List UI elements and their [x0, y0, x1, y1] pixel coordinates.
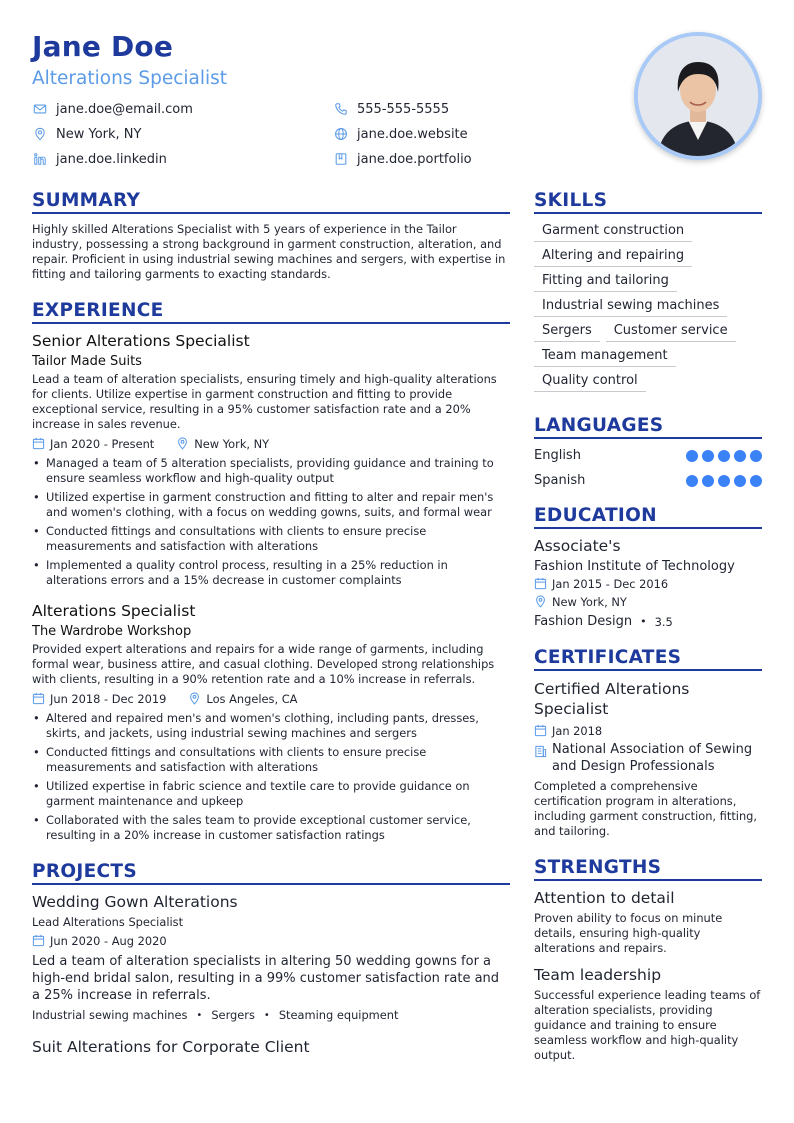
job-company: Tailor Made Suits — [32, 354, 142, 369]
job-dates: Jan 2020 - Present — [50, 437, 155, 451]
project-description: Led a team of alteration specialists in altering 50 wedding gowns for a high-end bridal salon, resulting in a 99% customer satisfaction rate and a 25% increase in referrals. — [32, 954, 500, 1003]
location-pin-icon — [534, 595, 548, 609]
calendar-icon — [534, 724, 548, 738]
level-dot — [718, 450, 730, 462]
education-degree: Associate's — [534, 537, 621, 555]
education-separator: • — [640, 615, 647, 628]
strength-description: Successful experience leading teams of alteration specialists, providing guidance and training to ensure seamless workflow and high-quality output. — [534, 988, 761, 1062]
job-title: Alterations Specialist — [32, 602, 196, 620]
job-entry — [32, 602, 510, 843]
summary-text: Highly skilled Alterations Specialist with 5 years of experience in the Tailor industry, possessing a strong background in garment construction, alteration, and repair. Proficient in using industrial sewing machines and sergers, with expertise in fitting and tailoring garments to exacting standards. — [32, 222, 506, 281]
strength-title: Attention to detail — [534, 889, 675, 907]
strength-description: Proven ability to focus on minute details, ensuring high-quality alterations and repairs. — [534, 911, 723, 955]
right-column — [534, 190, 762, 1063]
phone-text: 555-555-5555 — [357, 101, 450, 117]
level-dot — [702, 475, 714, 487]
job-bullet: • Utilized expertise in garment construction and fitting to alter and repair men's and women's clothing, with a focus on wedding gowns, suits, and formal wear — [32, 490, 510, 520]
experience-heading: EXPERIENCE — [32, 300, 510, 324]
profile-photo — [634, 32, 762, 160]
level-dot — [734, 475, 746, 487]
skill-tag: Altering and repairing — [534, 247, 692, 267]
certificate-entry — [534, 679, 762, 839]
level-dot — [718, 475, 730, 487]
certificate-description: Completed a comprehensive certification program in alterations, including garment construction, fitting, and tailoring. — [534, 779, 758, 838]
level-dot — [750, 450, 762, 462]
bookmark-icon — [333, 151, 349, 167]
job-bullet: • Collaborated with the sales team to provide exceptional customer service, resulting in a 20% increase in customer satisfaction ratings — [32, 813, 510, 843]
job-meta — [32, 436, 510, 452]
skill-tag: Quality control — [534, 372, 646, 392]
skills-list — [534, 222, 762, 397]
contact-email[interactable] — [32, 101, 193, 117]
level-dot — [750, 475, 762, 487]
education-school: Fashion Institute of Technology — [534, 559, 735, 574]
linkedin-icon — [32, 151, 48, 167]
skill-tag: Industrial sewing machines — [534, 297, 727, 317]
contact-portfolio[interactable] — [333, 151, 472, 167]
skill-tag: Garment construction — [534, 222, 692, 242]
education-entry — [534, 537, 762, 629]
job-bullet: • Conducted fittings and consultations with clients to ensure precise measurements and satisfaction with alterations — [32, 524, 510, 554]
strength-entry — [534, 889, 762, 956]
strength-title: Team leadership — [534, 966, 662, 984]
job-description: Lead a team of alteration specialists, ensuring timely and high-quality alterations for clients. Utilize expertise in garment construction and fitting to provide exceptional service, resulting in a 95% customer satisfaction rate and a 20% increase in sales revenue. — [32, 372, 497, 431]
certificate-organization: National Association of Sewing and Design Professionals — [552, 742, 753, 774]
building-icon — [534, 745, 552, 763]
project-tag: Industrial sewing machines — [32, 1008, 188, 1022]
education-field-row — [534, 614, 762, 629]
job-bullets — [32, 456, 510, 588]
skill-tag: Customer service — [606, 322, 736, 342]
certificate-date-row — [534, 723, 762, 739]
level-dot — [702, 450, 714, 462]
certificate-org-row — [534, 741, 762, 775]
candidate-title: Alterations Specialist — [32, 68, 228, 89]
education-gpa: 3.5 — [654, 614, 673, 629]
phone-icon — [333, 101, 349, 117]
linkedin-text: jane.doe.linkedin — [56, 151, 167, 167]
contact-website[interactable] — [333, 126, 468, 142]
location-pin-icon — [176, 437, 190, 451]
job-bullet: • Altered and repaired men's and women's clothing, including pants, dresses, skirts, and jackets, using industrial sewing machines and sergers — [32, 711, 510, 741]
job-description: Provided expert alterations and repairs for a wide range of garments, including formal wear, business attire, and casual clothing. Developed strong relationships with clients, resulting in a 90% retention rate and a 10% increase in referrals. — [32, 642, 495, 686]
contact-linkedin[interactable] — [32, 151, 167, 167]
certificate-title: Certified Alterations Specialist — [534, 680, 690, 718]
project-entry — [32, 893, 510, 1022]
language-name: English — [534, 448, 581, 463]
mail-icon — [32, 101, 48, 117]
job-location: New York, NY — [194, 437, 270, 451]
education-dates-row — [534, 576, 762, 592]
job-bullet: • Managed a team of 5 alteration specialists, providing guidance and training to ensure seamless workflow and high-quality output — [32, 456, 510, 486]
certificate-date: Jan 2018 — [552, 724, 603, 738]
language-name: Spanish — [534, 473, 586, 488]
certificates-heading: CERTIFICATES — [534, 647, 762, 671]
job-company: The Wardrobe Workshop — [32, 624, 192, 639]
calendar-icon — [32, 692, 46, 706]
calendar-icon — [32, 934, 46, 948]
level-dot — [686, 450, 698, 462]
contact-location — [32, 126, 141, 142]
contact-phone[interactable] — [333, 101, 449, 117]
skills-heading: SKILLS — [534, 190, 762, 214]
level-dot — [686, 475, 698, 487]
job-entry — [32, 332, 510, 588]
strengths-heading: STRENGTHS — [534, 857, 762, 881]
level-dot — [734, 450, 746, 462]
projects-heading: PROJECTS — [32, 861, 510, 885]
project-title: Suit Alterations for Corporate Client — [32, 1038, 310, 1056]
calendar-icon — [534, 577, 548, 591]
language-level — [686, 475, 762, 487]
location-text: New York, NY — [56, 126, 142, 142]
education-field: Fashion Design — [534, 614, 633, 629]
project-tag: Sergers — [211, 1008, 255, 1022]
education-dates: Jan 2015 - Dec 2016 — [552, 577, 669, 591]
languages-list — [534, 447, 762, 489]
education-heading: EDUCATION — [534, 505, 762, 529]
education-location-row — [534, 594, 762, 610]
candidate-name: Jane Doe — [32, 30, 174, 63]
globe-icon — [333, 126, 349, 142]
job-meta — [32, 691, 510, 707]
job-bullet: • Utilized expertise in fabric science and textile care to provide guidance on garment maintenance and upkeep — [32, 779, 510, 809]
left-column — [32, 190, 510, 1060]
language-row — [534, 472, 762, 489]
education-location: New York, NY — [552, 595, 627, 609]
calendar-icon — [32, 437, 46, 451]
project-dates: Jun 2020 - Aug 2020 — [50, 934, 167, 948]
job-bullets — [32, 711, 510, 843]
job-dates: Jun 2018 - Dec 2019 — [50, 692, 167, 706]
project-meta — [32, 933, 510, 949]
skill-tag: Fitting and tailoring — [534, 272, 677, 292]
location-pin-icon — [188, 692, 202, 706]
skill-tag: Team management — [534, 347, 676, 367]
job-location: Los Angeles, CA — [206, 692, 298, 706]
website-text: jane.doe.website — [357, 126, 468, 142]
project-title: Wedding Gown Alterations — [32, 893, 238, 911]
email-text: jane.doe@email.com — [56, 101, 193, 117]
location-pin-icon — [32, 126, 48, 142]
languages-heading: LANGUAGES — [534, 415, 762, 439]
job-bullet: • Conducted fittings and consultations with clients to ensure precise measurements and satisfaction with alterations — [32, 745, 510, 775]
strength-entry — [534, 966, 762, 1063]
job-title: Senior Alterations Specialist — [32, 332, 250, 350]
project-tags: Industrial sewing machines • Sergers • Steaming equipment — [32, 1008, 399, 1022]
job-bullet: • Implemented a quality control process, resulting in a 25% reduction in alterations errors and a 15% decrease in customer complaints — [32, 558, 510, 588]
skill-tag: Sergers — [534, 322, 600, 342]
language-row — [534, 447, 762, 464]
project-tag: Steaming equipment — [278, 1008, 399, 1022]
summary-heading: SUMMARY — [32, 190, 510, 214]
project-role: Lead Alterations Specialist — [32, 915, 184, 929]
language-level — [686, 450, 762, 462]
portfolio-text: jane.doe.portfolio — [357, 151, 472, 167]
